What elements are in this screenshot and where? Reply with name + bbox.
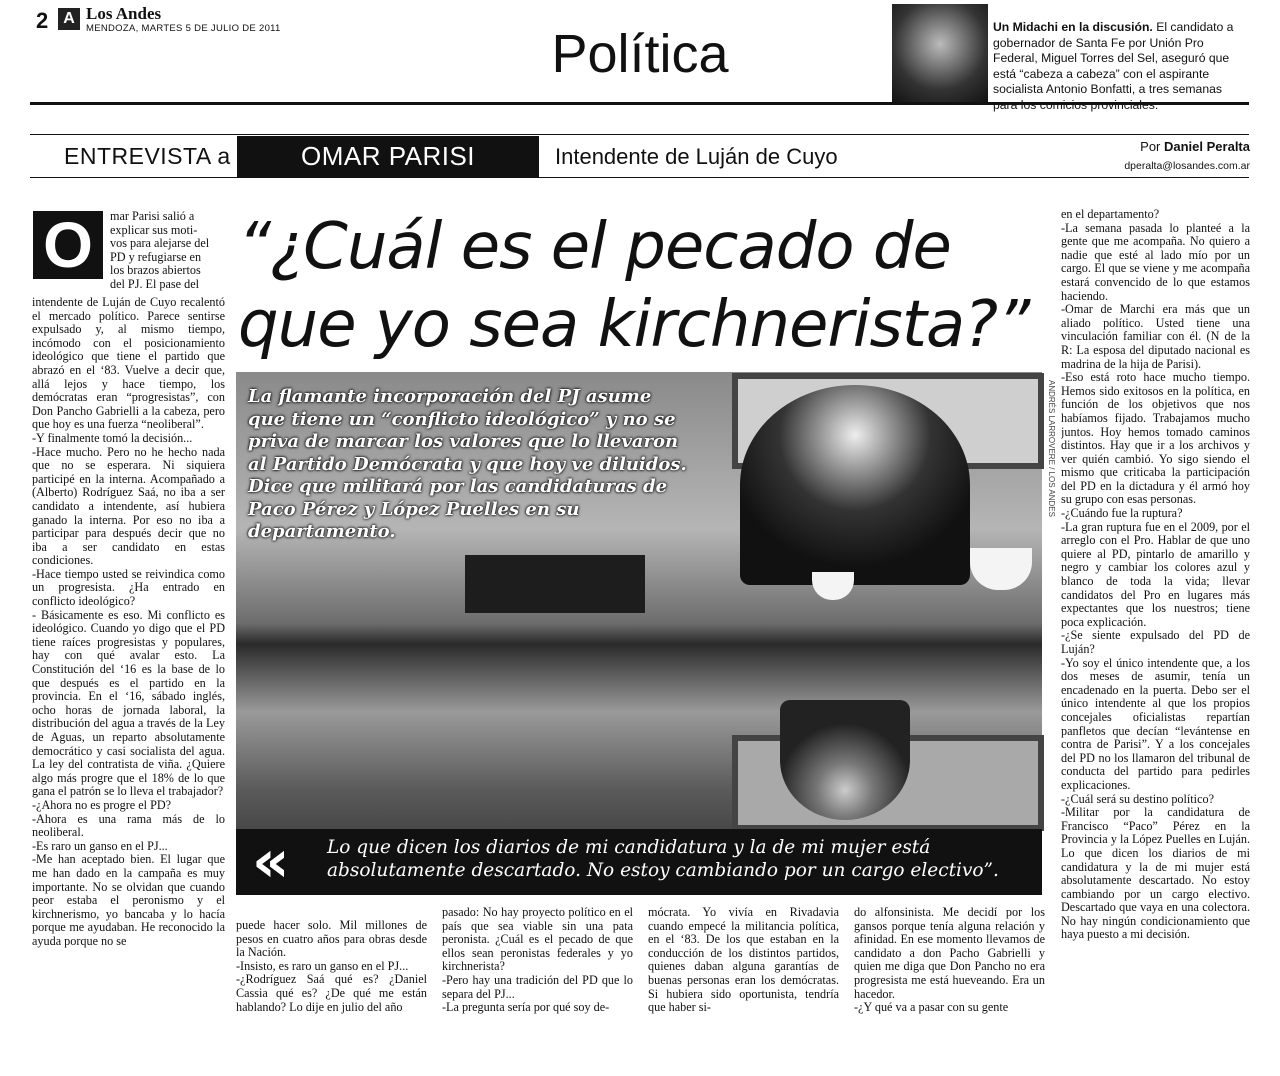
lede: La flamante incorporación del PJ asume que tiene un “conflicto ideológico” y no se priva de marcar los valores que lo llevaron al Partido Demócrata y que hoy ve diluidos. Dice que militará por las candidaturas de Paco Pérez y López Puelles en su departamento.: [248, 386, 687, 542]
byline-author: Daniel Peralta: [1164, 139, 1250, 154]
photo-person: [740, 385, 970, 585]
brief-body: El candidato a gobernador de Santa Fe por Unión Pro Federal, Miguel Torres del Sel, aseguró que está “cabeza a cabeza” con el aspirante socialista Antonio Bonfatti, a tres semanas: [993, 20, 1234, 96]
dateline: MENDOZA, MARTES 5 DE JULIO DE 2011: [86, 23, 281, 34]
column-5: do alfonsinista. Me decidí por los gansos porque tenía alguna relación y afinidad. En ese momento llevamos de candidato a don Pacho Gabrielli y quien me diga que Don Pancho no era progresista me está hueveando. Era un hacedor. -¿Y qué va a pasar con su gente: [854, 906, 1045, 1015]
drop-cap: O: [33, 211, 103, 279]
logo-icon: A: [58, 8, 80, 30]
interview-top-rule: [30, 134, 1249, 135]
column-1: intendente de Luján de Cuyo recalentó el mercado político. Parece sentirse expulsado y, al mismo tiempo, incómodo con el posicionamiento ideológico que tiene el partido que abrazó en el ‘83. Vuelve a decir que, allá lejos y hace tiempo, los demócratas eran “progresistas”, con Don Pancho Gabrielli a la cabeza, pero que hoy es una fuerza “neoliberal”. -Y finalmente tomó la decisión... -Hace mucho. Pero no he hecho nada que no se esperara. Ni siquiera participé en la interna. Acompañado a (Alberto) Rodríguez Saá, no iba a ser candidato a intendente, así hubiera ganado la interna. Por eso no iba a participar para después decir que no iba a ser candidato en estas condiciones. -Hace tiempo usted se reivindica como un progresista. ¿Ha entrado en conflicto ideológico? - Básicamente es eso. Mi conflicto es ideológico. Cuando yo digo que el PD tiene raíces progresistas y populares, hay con qué avalar esto. La Constitución del ‘16 es la base de lo que después es el partido en la provincia. En el ‘16, sábado inglés, ocho horas de jornada laboral, la distribución del agua a través de la Ley de Aguas, un reparto absolutamente democrático y casi socialista del agua. La ley del contratista de viña. ¿Quiere algo más progre que el 18% de lo que gana el patrón se lo lleva el trabajador? -¿Ahora no es progre el PD? -Ahora es una rama más de lo neoliberal. -Es raro un ganso en el PJ... -Me han aceptado bien. El lugar que me han dado en la campaña es muy importante. No se olvidan que cuando peor estaba el peronismo y el kirchnerismo, yo bancaba y lo hacía porque me ayudaban. He reconocido la ayuda porque no se: [32, 296, 225, 948]
author-email[interactable]: dperalta@losandes.com.ar: [1124, 160, 1250, 172]
interview-label: ENTREVISTA a: [64, 143, 231, 169]
interview-bottom-rule: [30, 177, 1249, 178]
section-title: Política: [551, 24, 729, 84]
quote-mark-icon: «: [252, 827, 290, 895]
interview-name: OMAR PARISI: [300, 141, 476, 171]
photo-table-box: [465, 555, 645, 613]
pull-quote: Lo que dicen los diarios de mi candidatura y la de mi mujer está absolutamente descartado. No estoy cambiando por un cargo electivo”.: [327, 837, 999, 881]
brief-title: Un Midachi en la discusión.: [993, 20, 1153, 34]
photo-person-reflection: [780, 700, 910, 820]
newspaper-brand: Los Andes: [86, 4, 162, 23]
brief-photo: [892, 4, 988, 104]
column-4: mócrata. Yo vivía en Rivadavia cuando empecé la militancia política, en el ‘83. De los que estaban en la conducción de los distintos partidos, quienes daban alguna garantías de buenas personas eran los demócratas. Si hubiera sido oportunista, tendría que haber si-: [648, 906, 839, 1015]
column-2: puede hacer solo. Mil millones de pesos en cuatro años para obras desde la Nación. -Insisto, es raro un ganso en el PJ... -¿Rodríguez Saá qué es? ¿Daniel Cassia qué es? ¿De qué me están hablando? Lo dije en julio del año: [236, 919, 427, 1014]
column-6: en el departamento? -La semana pasada lo planteé a la gente que me acompaña. No quiero a nadie que esté al lado mío por un cargo. El que se viene y me acompaña estará convencido de lo que estamos haciendo. -Omar de Marchi era más que un aliado político. Usted tiene una vinculación familiar con él. (N de la R: La esposa del diputado nacional es madrina de la hija de Parisi). -Eso está roto hace mucho tiempo. Hemos sido exitosos en la política, en función de los objetivos que nos habíamos fijado. Trabajamos mucho juntos. Hoy hemos tomado caminos distintos. Hay que ir a los archivos y ver quién cambió. Yo sigo siendo el mismo que criticaba la participación del PD en la dictadura y él armó hoy su grupo con esas personas. -¿Cuándo fue la ruptura? -La gran ruptura fue en el 2009, por el arreglo con el Pro. Hablar de que uno quiere al PD, pintarlo de amarillo y negro y cambiar los colores azul y blanco de toda la vida; llevar candidatos del Pro en lugares más expectantes que los nuestros; tiene poca explicación. -¿Se siente expulsado del PD de Luján? -Yo soy el único intendente que, a los dos meses de asumir, tenía un encadenado en la puerta. Debo ser el único intendente al que los propios concejales oficialistas repartían panfletos que decían “levántense en contra de Parisi”. Y a los concejales del PD no los llamaron del tribunal de conducta del partido para pedirles explicaciones. -¿Cuál será su destino político? -Militar por la candidatura de Francisco “Paco” Pérez en la Provincia y la López Puelles en Luján. Lo que dicen los diarios de mi candidatura y la de mi mujer está absolutamente descartado. No estoy cambiando por un cargo electivo. Descartado que vaya en una colectora. No hay ningún condicionamiento que haya puesto a mi decisión.: [1061, 208, 1250, 942]
byline-prefix: Por: [1140, 139, 1164, 154]
byline: [1080, 139, 1250, 154]
header-rule: [30, 102, 1249, 105]
photo-credit: ANDRÉS LARROVERE / LOS ANDES: [1047, 380, 1056, 517]
page-number: 2: [36, 8, 49, 33]
column-1-intro: mar Parisi salió a explicar sus moti- vos para alejarse del PD y refugiarse en los brazos abiertos del PJ. El pase del: [110, 210, 210, 291]
news-brief: [993, 20, 1248, 113]
interview-role: Intendente de Luján de Cuyo: [555, 144, 838, 169]
column-3: pasado: No hay proyecto político en el país que sea viable sin una pata peronista. ¿Cuál es el pecado de que ellos sean peronistas federales y yo kirchnerista? -Pero hay una tradición del PD que lo separa del PJ... -La pregunta sería por qué soy de-: [442, 906, 633, 1015]
headline: “¿Cuál es el pecado de que yo sea kirchnerista?”: [238, 210, 1030, 362]
